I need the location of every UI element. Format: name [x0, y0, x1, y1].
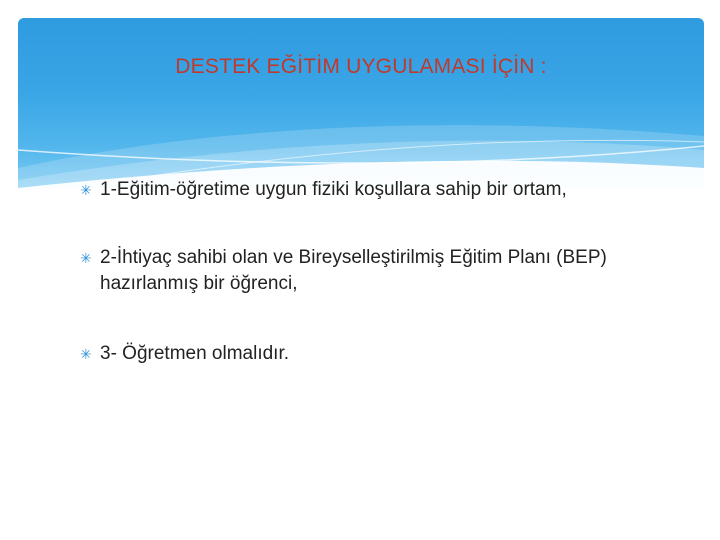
asterisk-bullet-icon: ✳ — [80, 182, 92, 198]
slide-title: DESTEK EĞİTİM UYGULAMASI İÇİN : — [175, 55, 547, 78]
asterisk-bullet-icon: ✳ — [80, 346, 92, 362]
bullet-item-2 — [80, 242, 680, 297]
header-swoosh-decoration — [18, 18, 704, 188]
bullet-text-2: 2-İhtiyaç sahibi olan ve Bireyselleştirilmiş Eğitim Planı (BEP) hazırlanmış bir öğrenci, — [100, 247, 607, 294]
bullet-text-1: 1-Eğitim-öğretime uygun fiziki koşullara sahip bir ortam, — [100, 179, 567, 200]
bullet-item-3 — [80, 338, 680, 370]
header-band — [18, 18, 704, 188]
asterisk-bullet-icon: ✳ — [80, 250, 92, 266]
bullet-item-1 — [80, 174, 680, 206]
bullet-text-3: 3- Öğretmen olmalıdır. — [100, 343, 290, 364]
